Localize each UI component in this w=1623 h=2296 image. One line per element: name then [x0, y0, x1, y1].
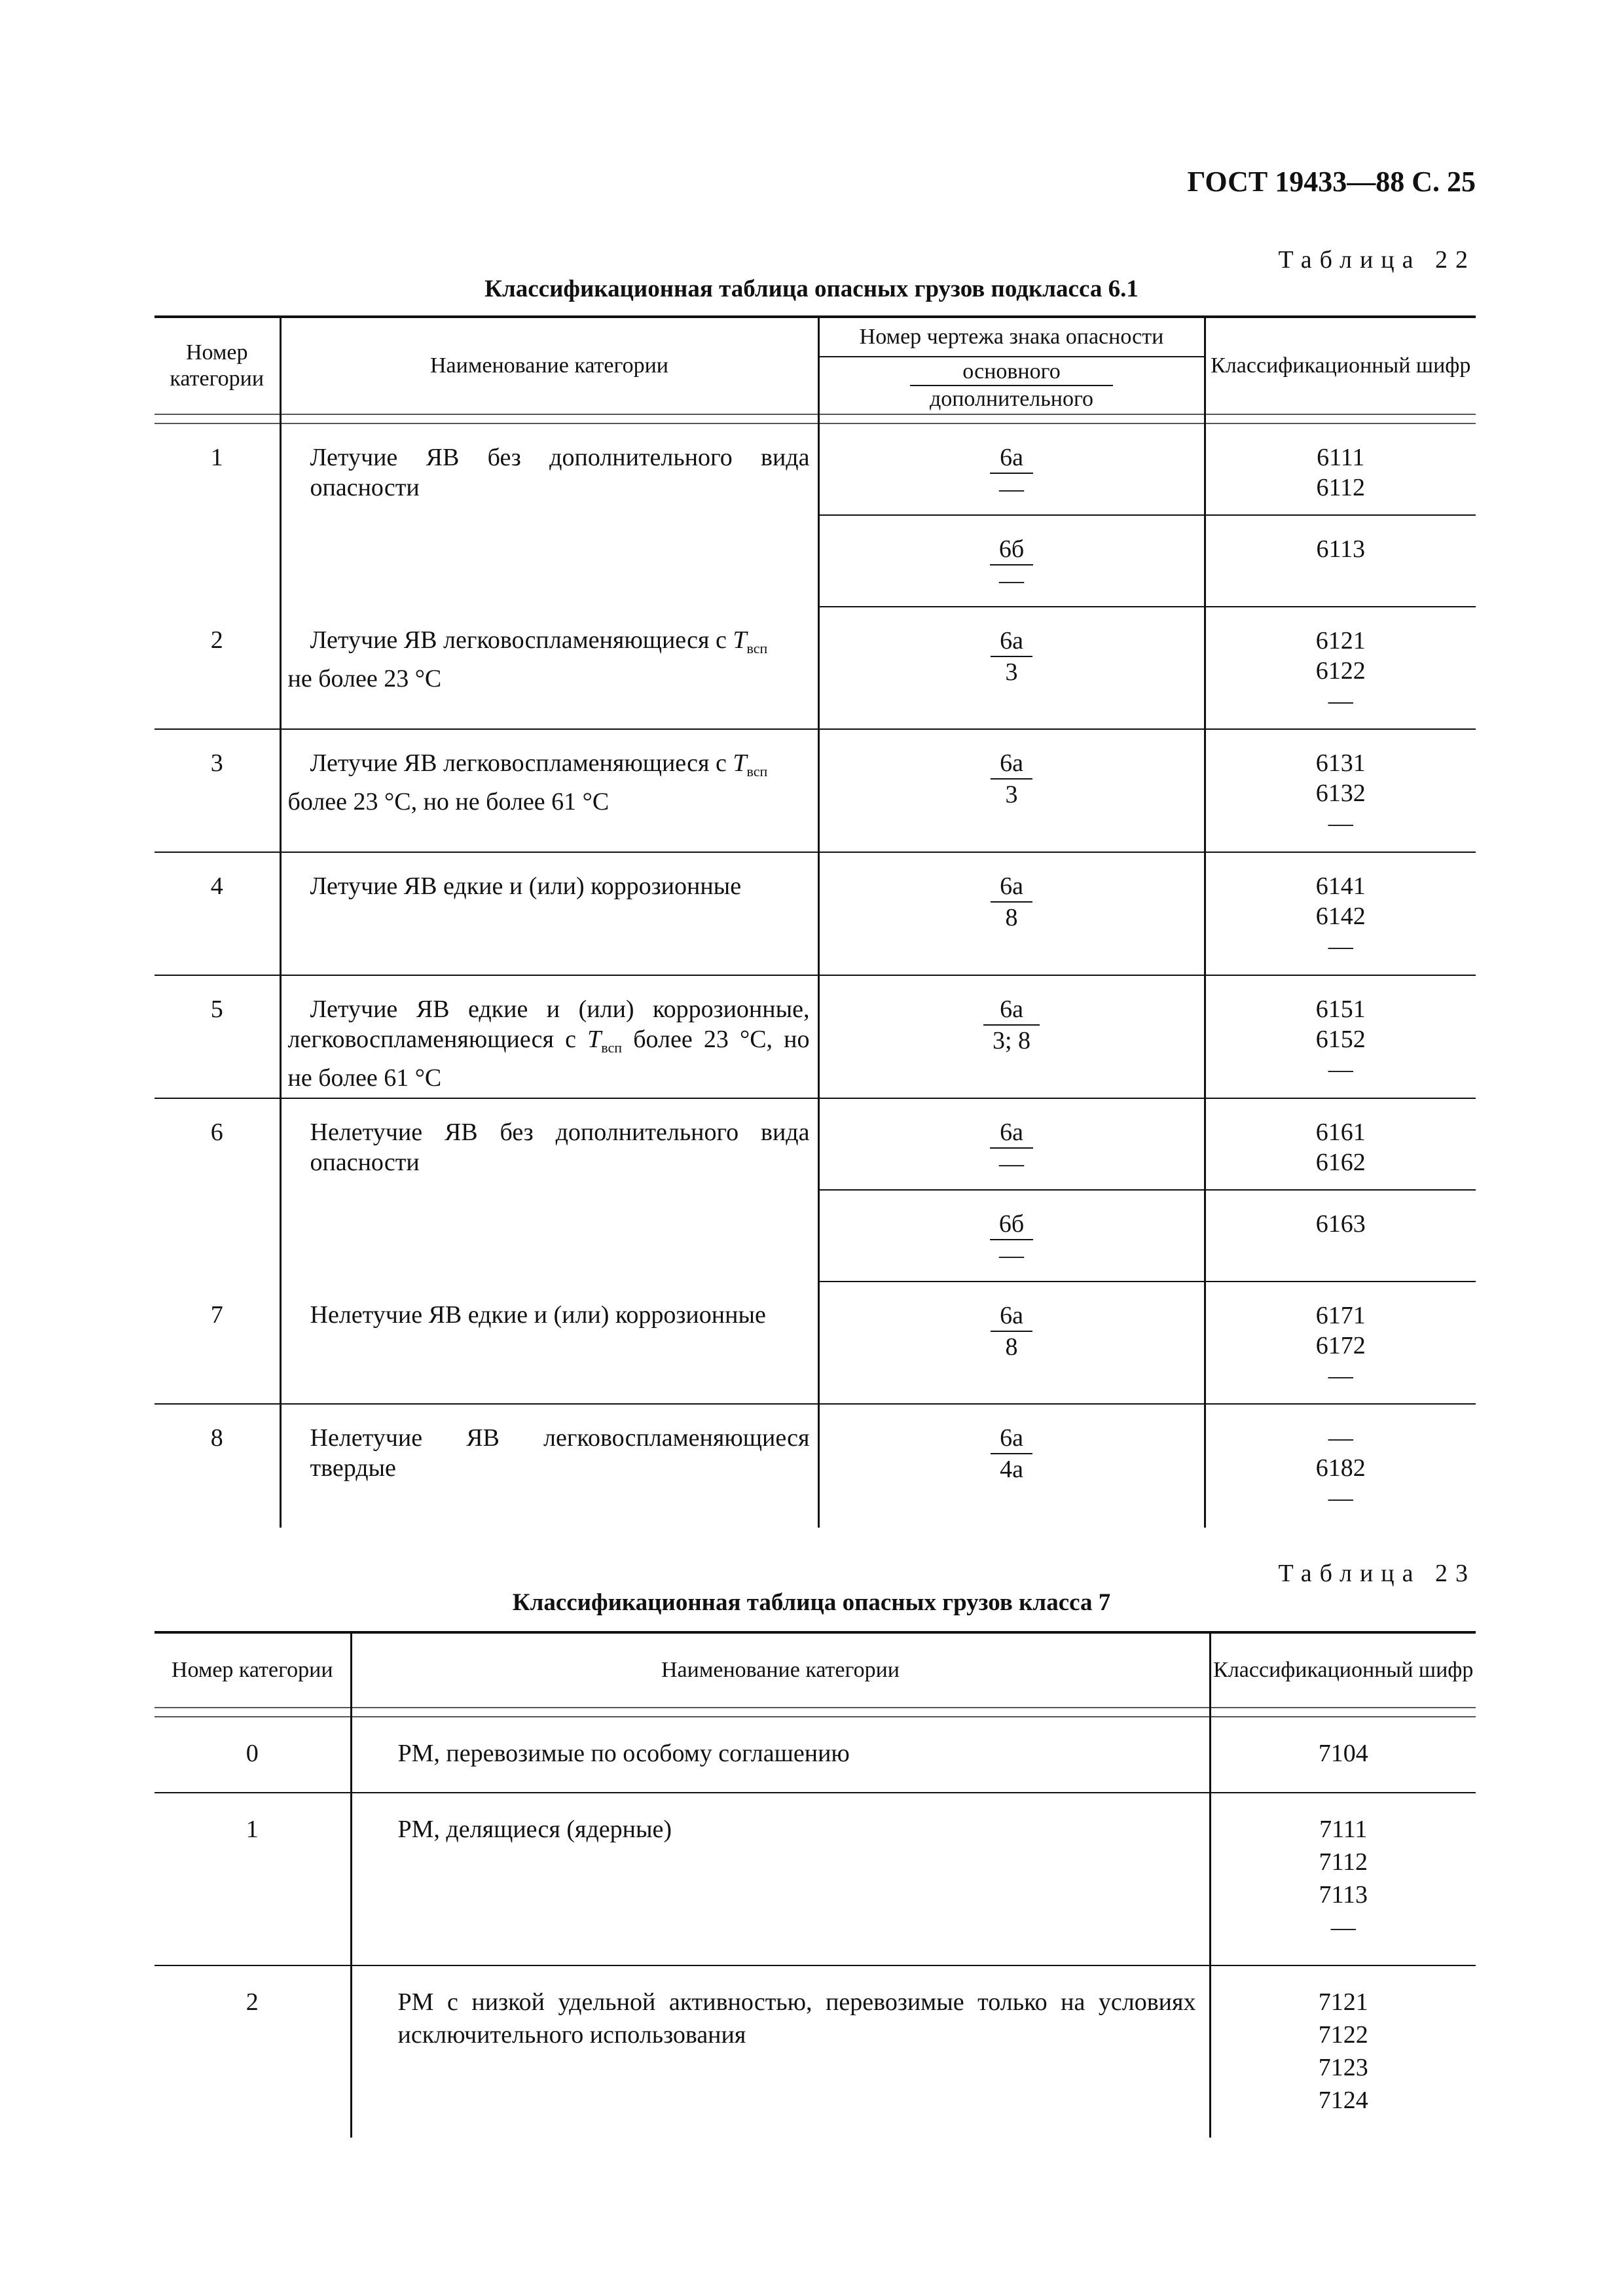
sign-additional-label: дополнительного [929, 387, 1094, 411]
classification-codes: 6121 6122 — [1205, 607, 1476, 729]
classification-codes: 6163 [1205, 1190, 1476, 1282]
classification-codes: 6131 6132 — [1205, 729, 1476, 852]
category-name: РМ с низкой удельной активностью, перевозимые только на условиях исключительного использования [351, 1965, 1210, 2138]
sign-main-label: основного [910, 359, 1113, 386]
category-number: 1 [210, 444, 223, 471]
sign-fraction: $\frac{6а}{8}$ [818, 852, 1205, 975]
category-name: Нелетучие ЯВ едкие и (или) коррозионные [280, 1282, 818, 1404]
classification-codes: — 6182 — [1205, 1404, 1476, 1528]
classification-codes: 6141 6142 — [1205, 852, 1476, 975]
category-name: Летучие ЯВ едкие и (или) коррозионные, легковоспламеняющиеся с $T_{всп}$ более 23 °С, но не более 61 °С [280, 975, 818, 1098]
category-number: 5 [155, 975, 280, 1098]
column-header-sign: Номер чертежа знака опасности [818, 317, 1205, 357]
sign-fraction: $\frac{6а}{—}$ [818, 1098, 1205, 1190]
category-name: Летучие ЯВ легковоспламеняющиеся с $T_{всп}$ не более 23 °С [280, 607, 818, 729]
column-header-sign-fraction [818, 357, 1205, 414]
category-number: 1 [155, 1793, 351, 1965]
category-name: Летучие ЯВ легковоспламеняющиеся с $T_{всп}$ более 23 °С, но не более 61 °С [280, 729, 818, 852]
sign-fraction: $\frac{6а}{4а}$ [818, 1404, 1205, 1528]
table-22-title: Классификационная таблица опасных грузов подкласса 6.1 [484, 276, 1139, 302]
column-header-number: Номер категории [155, 317, 280, 414]
category-number: 6 [210, 1119, 223, 1146]
category-name: Летучие ЯВ едкие и (или) коррозионные [280, 852, 818, 975]
category-name: Летучие ЯВ без дополнительного вида опасности [280, 423, 818, 607]
classification-codes: 6161 6162 [1205, 1098, 1476, 1190]
column-header-name: Наименование категории [280, 317, 818, 414]
sign-fraction: $\frac{6а}{3}$ [818, 607, 1205, 729]
sign-fraction: $\frac{6а}{—}$ [818, 423, 1205, 515]
table-23-title: Классификационная таблица опасных грузов класса 7 [512, 1589, 1111, 1616]
column-header-number: Номер категории [155, 1632, 351, 1708]
classification-codes: 7111 7112 7113 — [1210, 1793, 1476, 1965]
table-23-label: Таблица 23 [1278, 1560, 1476, 1587]
category-number: 0 [155, 1717, 351, 1793]
table-22 [155, 315, 1476, 1528]
category-name: РМ, делящиеся (ядерные) [351, 1793, 1210, 1965]
column-header-name: Наименование категории [351, 1632, 1210, 1708]
classification-codes: 6113 [1205, 515, 1476, 607]
category-number: 8 [210, 1424, 223, 1452]
category-number: 4 [155, 852, 280, 975]
classification-codes: 7104 [1210, 1717, 1476, 1793]
page-header: ГОСТ 19433—88 С. 25 [1187, 166, 1476, 198]
table-23 [155, 1631, 1476, 2138]
sign-fraction: $\frac{6а}{8}$ [818, 1282, 1205, 1404]
category-number: 2 [155, 607, 280, 729]
column-header-code: Классификационный шифр [1210, 1632, 1476, 1708]
classification-codes: 6111 6112 [1205, 423, 1476, 515]
classification-codes: 6151 6152 — [1205, 975, 1476, 1098]
sign-fraction: $\frac{6б}{—}$ [818, 1190, 1205, 1282]
category-name: Нелетучие ЯВ легковоспламеняющиеся твердые [280, 1404, 818, 1528]
sign-fraction: $\frac{6а}{3; 8}$ [818, 975, 1205, 1098]
table-22-label: Таблица 22 [1278, 246, 1476, 274]
category-name: РМ, перевозимые по особому соглашению [351, 1717, 1210, 1793]
category-number: 2 [246, 1988, 259, 2016]
column-header-code: Классификационный шифр [1205, 317, 1476, 414]
classification-codes: 6171 6172 — [1205, 1282, 1476, 1404]
category-number: 7 [155, 1282, 280, 1404]
sign-fraction: $\frac{6б}{—}$ [818, 515, 1205, 607]
classification-codes: 7121 7122 7123 7124 [1210, 1965, 1476, 2138]
category-number: 3 [155, 729, 280, 852]
sign-fraction: $\frac{6а}{3}$ [818, 729, 1205, 852]
category-name: Нелетучие ЯВ без дополнительного вида опасности [280, 1098, 818, 1282]
